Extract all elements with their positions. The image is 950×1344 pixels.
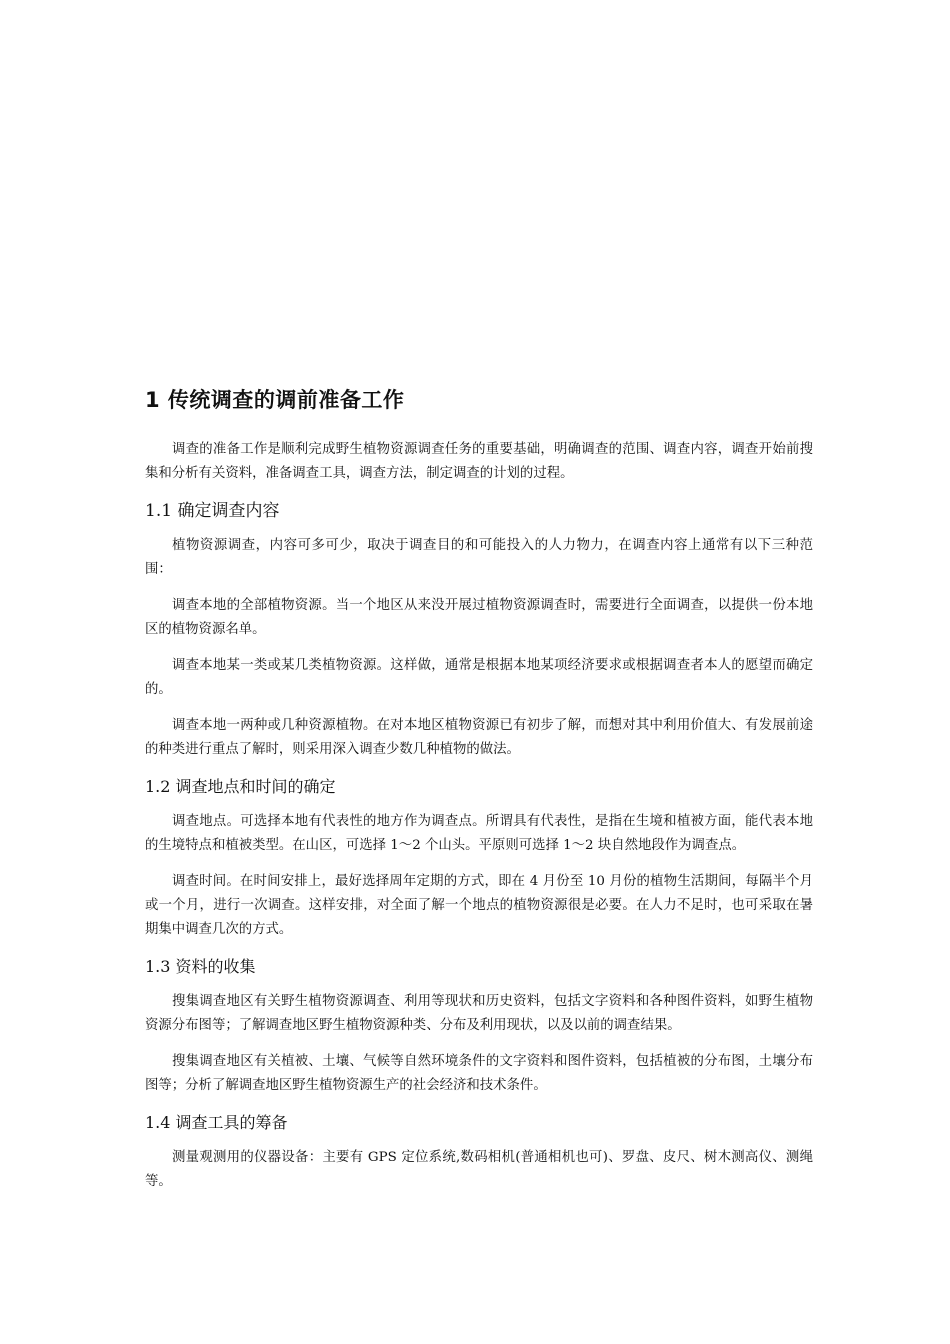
section-heading-1-4: 1.4 调查工具的筹备 — [145, 1113, 288, 1132]
page-title: 1 传统调查的调前准备工作 — [145, 388, 405, 412]
paragraph: 搜集调查地区有关植被、土壤、气候等自然环境条件的文字资料和图件资料，包括植被的分布图，土壤分布图等；分析了解调查地区野生植物资源生产的社会经济和技术条件。 — [145, 1054, 813, 1093]
paragraph: 植物资源调查，内容可多可少，取决于调查目的和可能投入的人力物力，在调查内容上通常有以下三种范围： — [145, 538, 813, 577]
paragraph: 调查地点。可选择本地有代表性的地方作为调查点。所谓具有代表性，是指在生境和植被方面，能代表本地的生境特点和植被类型。在山区，可选择 1～2 个山头。平原则可选择 1～2 块自然地段作为调查点。 — [145, 814, 813, 853]
section-heading-1-2: 1.2 调查地点和时间的确定 — [145, 777, 336, 796]
paragraph: 测量观测用的仪器设备：主要有 GPS 定位系统,数码相机(普通相机也可)、罗盘、皮尺、树木测高仪、测绳等。 — [145, 1150, 813, 1189]
paragraph: 调查本地的全部植物资源。当一个地区从来没开展过植物资源调查时，需要进行全面调查，以提供一份本地区的植物资源名单。 — [145, 598, 813, 637]
paragraph: 调查时间。在时间安排上，最好选择周年定期的方式，即在 4 月份至 10 月份的植物生活期间，每隔半个月或一个月，进行一次调查。这样安排，对全面了解一个地点的植物资源很是必要。在人力不足时，也可采取在暑期集中调查几次的方式。 — [145, 874, 813, 937]
paragraph: 调查本地某一类或某几类植物资源。这样做，通常是根据本地某项经济要求或根据调查者本人的愿望而确定的。 — [145, 658, 813, 697]
paragraph: 调查本地一两种或几种资源植物。在对本地区植物资源已有初步了解，而想对其中利用价值大、有发展前途的种类进行重点了解时，则采用深入调查少数几种植物的做法。 — [145, 718, 813, 757]
paragraph: 搜集调查地区有关野生植物资源调查、利用等现状和历史资料，包括文字资料和各种图件资料，如野生植物资源分布图等；了解调查地区野生植物资源种类、分布及利用现状，以及以前的调查结果。 — [145, 994, 813, 1033]
section-heading-1-3: 1.3 资料的收集 — [145, 957, 256, 976]
section-heading-1-1: 1.1 确定调查内容 — [145, 501, 280, 521]
intro-paragraph: 调查的准备工作是顺利完成野生植物资源调查任务的重要基础，明确调查的范围、调查内容，调查开始前搜集和分析有关资料，准备调查工具，调查方法，制定调查的计划的过程。 — [145, 442, 813, 481]
document-body — [145, 384, 813, 1206]
